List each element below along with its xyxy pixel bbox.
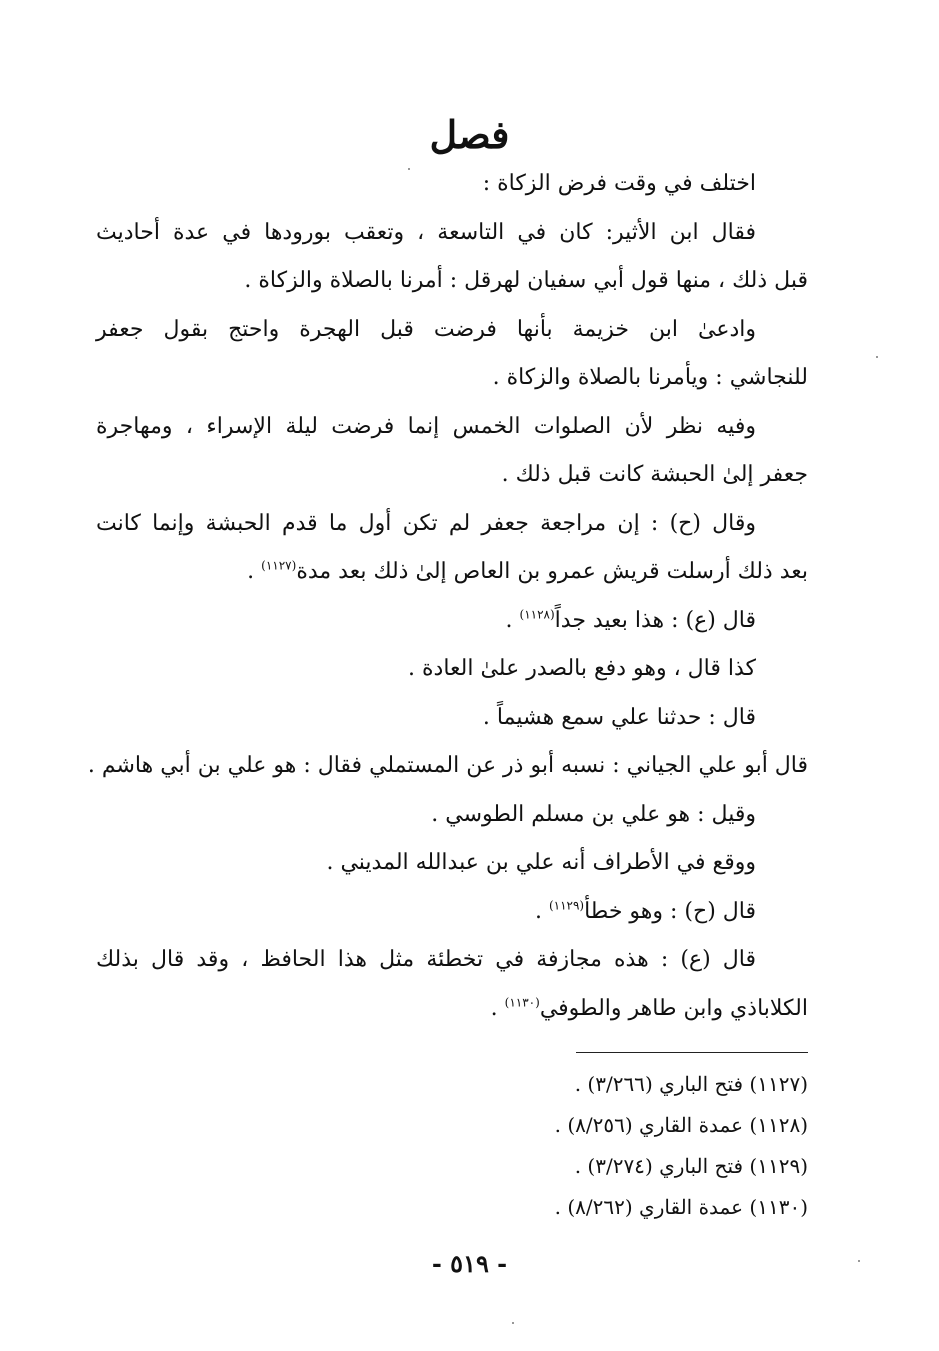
text-line: قبل ذلك ، منها قول أبي سفيان لهرقل : أمرنا بالصلاة والزكاة .: [244, 268, 808, 293]
text-line: وادعىٰ ابن خزيمة بأنها فرضت قبل الهجرة واحتج بقول جعفر: [96, 316, 756, 342]
footnote-marker[interactable]: (١١٢٨): [519, 607, 555, 622]
text-line: الكلاباذي وابن طاهر والطوفي$^{(١١٣٠)}$ .: [490, 995, 808, 1021]
text-line: قال : حدثنا علي سمع هشيماً .: [482, 704, 756, 730]
footnote-marker[interactable]: (١١٢٩): [548, 898, 585, 913]
text-line: قال أبو علي الجياني : نسبه أبو ذر عن المستملي فقال : هو علي بن أبي هاشم .: [87, 753, 808, 778]
footnote-item: (١١٣٠) عمدة القاري (٨/٢٦٢) .: [554, 1195, 808, 1219]
text-line: للنجاشي : ويأمرنا بالصلاة والزكاة .: [492, 365, 808, 390]
footnotes: [96, 1064, 808, 1228]
text-line: وقيل : هو علي بن مسلم الطوسي .: [431, 801, 756, 827]
scan-speck: [876, 356, 878, 358]
section-heading: فصل: [429, 112, 510, 157]
footnote-item: (١١٢٧) فتح الباري (٣/٢٦٦) .: [574, 1072, 808, 1096]
page-number: - ٥١٩ -: [431, 1249, 508, 1278]
footnote-marker[interactable]: (١١٢٧): [261, 558, 297, 573]
footnote-item: (١١٢٨) عمدة القاري (٨/٢٥٦) .: [554, 1113, 808, 1137]
text-line: فقال ابن الأثير: كان في التاسعة ، وتعقب بورودها في عدة أحاديث: [96, 219, 756, 245]
text-line: وفيه نظر لأن الصلوات الخمس إنما فرضت ليلة الإسراء ، ومهاجرة: [96, 413, 756, 439]
text-line: قال (ع) : هذا بعيد جداً$^{(١١٢٨)}$ .: [505, 607, 756, 633]
footnote-item: (١١٢٩) فتح الباري (٣/٢٧٤) .: [574, 1154, 808, 1178]
text-line: جعفر إلىٰ الحبشة كانت قبل ذلك .: [501, 462, 808, 487]
scan-speck: [408, 168, 410, 170]
footnote-divider: [576, 1052, 808, 1053]
text-line: بعد ذلك أرسلت قريش عمرو بن العاص إلىٰ ذلك بعد مدة$^{(١١٢٧)}$ .: [247, 558, 808, 584]
footnote-marker[interactable]: (١١٣٠): [504, 995, 540, 1010]
text-line: قال (ع) : هذه مجازفة في تخطئة مثل هذا الحافظ ، وقد قال بذلك: [96, 947, 756, 972]
text-line: اختلف في وقت فرض الزكاة :: [482, 171, 756, 196]
text-line: كذا قال ، وهو دفع بالصدر علىٰ العادة .: [408, 656, 756, 681]
scan-speck: [512, 1322, 514, 1324]
main-text: [87, 160, 808, 1033]
text-line: وقال (ح) : إن مراجعة جعفر لم تكن أول ما قدم الحبشة وإنما كانت: [96, 510, 756, 536]
text-line: قال (ح) : وهو خطأ$^{(١١٢٩)}$ .: [534, 898, 756, 924]
scan-speck: [858, 1260, 860, 1262]
text-line: ووقع في الأطراف أنه علي بن عبدالله المديني .: [326, 850, 756, 875]
